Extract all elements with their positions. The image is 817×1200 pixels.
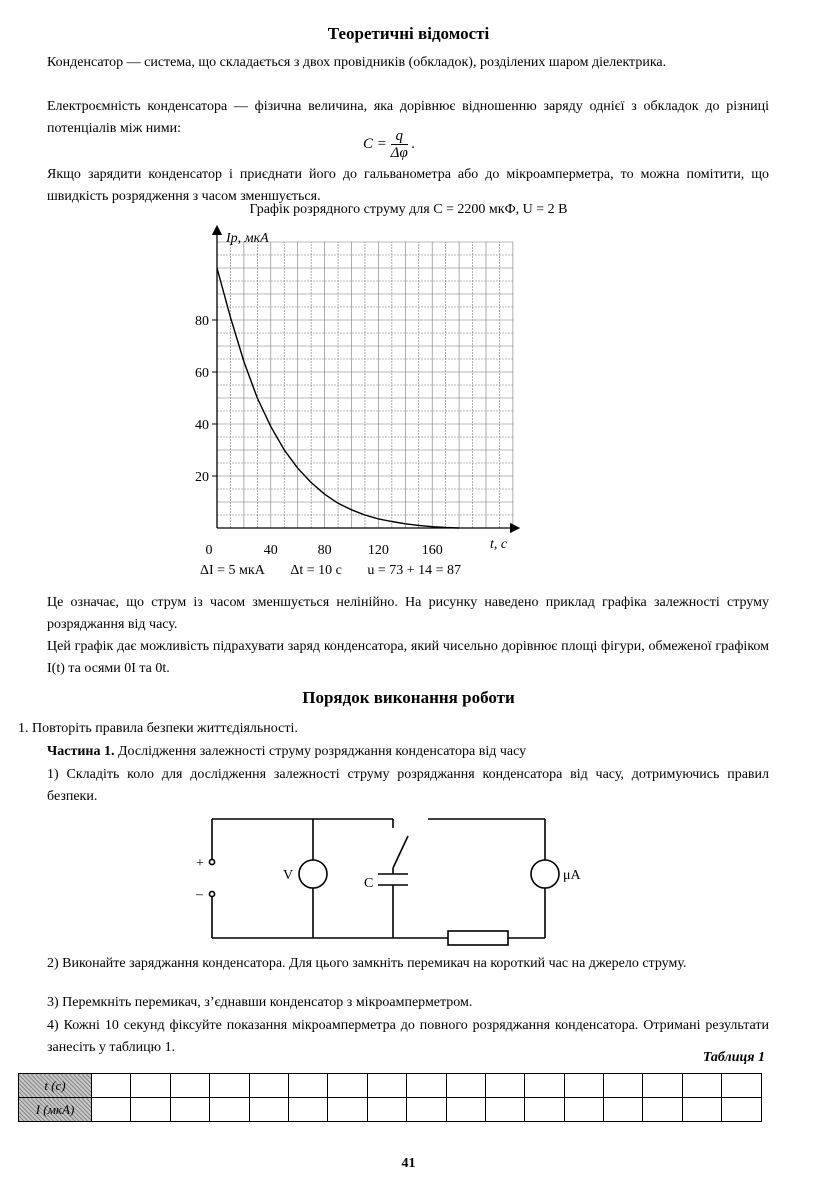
section-title-theory: Теоретичні відомості xyxy=(327,24,490,43)
y-tick-label: 20 xyxy=(195,470,209,485)
label-capacitor: C xyxy=(364,876,374,891)
table-cell xyxy=(328,1098,367,1122)
table-cell xyxy=(485,1074,524,1098)
paragraph-discharge: Якщо зарядити конденсатор і приєднати його до гальванометра або до мікроамперметра, то можна помітити, що швидкість розрядження з часом зменшується. xyxy=(47,167,769,204)
table-cell xyxy=(682,1098,721,1122)
formula-fraction xyxy=(391,128,408,161)
table-cell xyxy=(210,1074,249,1098)
terminal-minus xyxy=(209,891,214,896)
table-cell xyxy=(210,1098,249,1122)
chart-notes xyxy=(200,563,483,579)
step-1: 1. Повторіть правила безпеки життєдіяльності. xyxy=(18,721,298,736)
switch xyxy=(393,836,408,868)
table-head-time: t (с) xyxy=(19,1074,92,1098)
table-cell xyxy=(564,1074,603,1098)
x-tick-label: 0 xyxy=(205,543,213,558)
table-row-current xyxy=(19,1098,762,1122)
note-delta-i: ΔI = 5 мкА xyxy=(200,563,265,578)
paragraph-charge-area: Цей графік дає можливість підрахувати заряд конденсатора, який чисельно дорівнює площі фігури, обмеженої графіком I(t) та осями 0I та 0t. xyxy=(47,639,769,676)
table-cell xyxy=(682,1074,721,1098)
section-title-procedure: Порядок виконання роботи xyxy=(302,688,515,707)
table-cell xyxy=(604,1098,643,1122)
paragraph-nonlinear: Це означає, що струм із часом зменшується нелінійно. На рисунку наведено приклад графіка залежності струму розряджання від часу. xyxy=(47,595,769,632)
table-cell xyxy=(485,1098,524,1122)
table-cell xyxy=(131,1098,170,1122)
y-axis-label: Iр, мкА xyxy=(226,231,269,246)
table-cell xyxy=(92,1098,131,1122)
terminal-plus xyxy=(209,859,214,864)
voltmeter xyxy=(299,860,327,888)
table-cell xyxy=(564,1098,603,1122)
table-cell xyxy=(288,1074,327,1098)
substep-2: 2) Виконайте заряджання конденсатора. Для цього замкніть перемикач на короткий час на джерело струму. xyxy=(47,956,687,971)
formula-lhs: C = xyxy=(363,135,387,152)
table-cell xyxy=(367,1074,406,1098)
table-cell xyxy=(604,1074,643,1098)
formula-capacitance xyxy=(363,128,415,161)
table-cell xyxy=(643,1098,682,1122)
substep-1: 1) Складіть коло для дослідження залежності струму розряджання конденсатора від часу, дотримуючись правил безпеки. xyxy=(47,767,769,804)
label-minus: – xyxy=(196,887,203,902)
substep-3: 3) Перемкніть перемикач, з’єднавши конденсатор з мікроамперметром. xyxy=(47,995,473,1010)
discharge-chart xyxy=(160,220,530,560)
paragraph-capacitance-def: Електроємність конденсатора — фізична величина, яка дорівнює відношенню заряду однієї з обкладок до різниці потенціалів між ними: xyxy=(47,99,769,136)
chart-caption: Графік розрядного струму для C = 2200 мкФ, U = 2 В xyxy=(249,202,568,217)
x-axis-label: t, с xyxy=(490,537,508,552)
table-cell xyxy=(249,1074,288,1098)
formula-numerator: q xyxy=(391,128,408,145)
x-tick-label: 120 xyxy=(367,543,389,558)
circuit-diagram xyxy=(190,812,610,952)
table-cell xyxy=(446,1074,485,1098)
table-cell xyxy=(328,1074,367,1098)
table-cell xyxy=(92,1074,131,1098)
table-cell xyxy=(367,1098,406,1122)
y-tick-label: 40 xyxy=(195,418,209,433)
label-plus: + xyxy=(196,856,204,871)
table-cell xyxy=(170,1074,209,1098)
part-1-text: Дослідження залежності струму розряджання конденсатора від часу xyxy=(114,744,527,759)
label-microammeter: μA xyxy=(563,868,581,883)
note-delta-t: Δt = 10 с xyxy=(290,563,342,578)
table-caption: Таблиця 1 xyxy=(702,1050,765,1065)
results-table xyxy=(18,1073,762,1122)
table-cell xyxy=(525,1074,564,1098)
table-row-time xyxy=(19,1074,762,1098)
paragraph-capacitor-def xyxy=(47,52,769,74)
y-ticks xyxy=(195,314,217,485)
table-cell xyxy=(643,1074,682,1098)
formula-end: . xyxy=(411,135,416,152)
formula-denominator: Δφ xyxy=(390,145,408,161)
x-ticks xyxy=(206,543,443,558)
x-tick-label: 80 xyxy=(317,543,332,558)
label-voltmeter: V xyxy=(283,868,294,883)
note-u: u = 73 + 14 = 87 xyxy=(367,563,462,578)
chart-grid xyxy=(217,242,513,528)
substep-4: 4) Кожні 10 секунд фіксуйте показання мікроамперметра до повного розряджання конденсатора. Отримані результати занесіть у таблицю 1. xyxy=(47,1018,769,1055)
x-tick-label: 40 xyxy=(263,543,278,558)
part-1-label: Частина 1. xyxy=(47,744,115,759)
x-tick-label: 160 xyxy=(421,543,443,558)
y-tick-label: 60 xyxy=(195,366,209,381)
microammeter xyxy=(531,860,559,888)
part-1-heading xyxy=(47,741,769,763)
paragraph-capacitor-def-text: Конденсатор — система, що складається з двох провідників (обкладок), розділених шаром діелектрика. xyxy=(47,55,667,70)
table-cell xyxy=(525,1098,564,1122)
table-cell xyxy=(407,1074,446,1098)
table-cell xyxy=(407,1098,446,1122)
table-cell xyxy=(722,1098,761,1122)
resistor xyxy=(448,931,508,945)
table-head-current: I (мкА) xyxy=(19,1098,92,1122)
table-cell xyxy=(249,1098,288,1122)
page-number: 41 xyxy=(401,1156,416,1171)
y-tick-label: 80 xyxy=(195,314,209,329)
table-cell xyxy=(131,1074,170,1098)
table-cell xyxy=(288,1098,327,1122)
table-cell xyxy=(446,1098,485,1122)
table-cell xyxy=(722,1074,761,1098)
table-cell xyxy=(170,1098,209,1122)
